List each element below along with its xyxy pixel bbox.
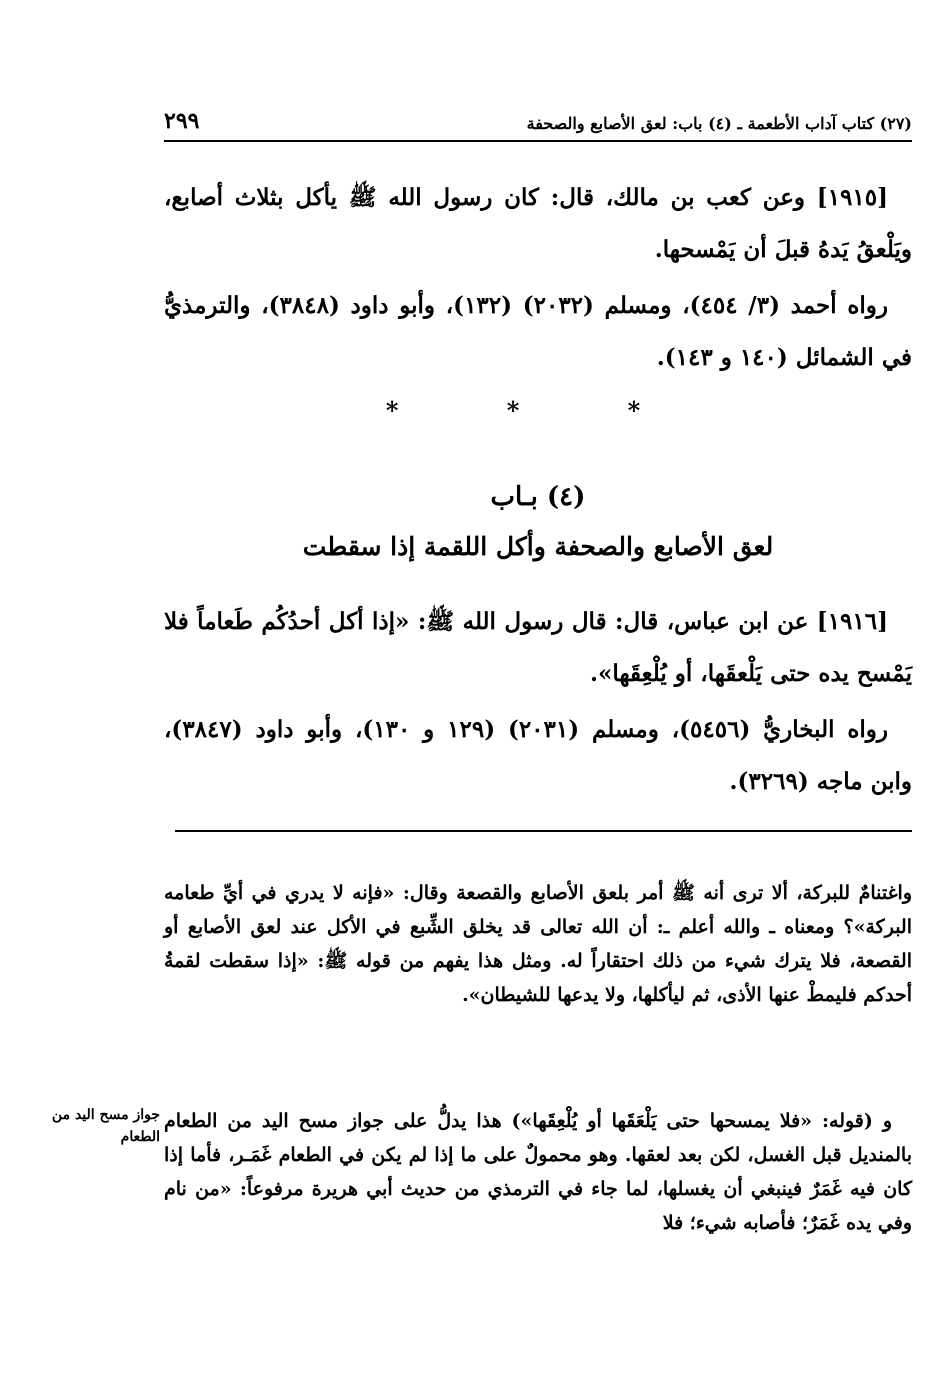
- commentary-paragraph-1: واغتنامٌ للبركة، ألا ترى أنه ﷺ أمر بلعق الأصابع والقصعة وقال: «فإنه لا يدري في أيِّ طعامه البركة»؟ ومعناه ـ والله أعلم ـ: أن الله تعالى قد يخلق الشِّبع في الأكل عند لعق الأصابع أو القصعة، فلا يترك شيء من ذلك احتقاراً له. ومثل هذا يفهم من قوله ﷺ: «إذا سقطت لقمةُ أحدكم فليمطْ عنها الأذى، ثم ليأكلها، ولا يدعها للشيطان».: [164, 882, 912, 1006]
- hadith-1915-text: [١٩١٥] وعن كعب بن مالك، قال: كان رسول الله ﷺ يأكل بثلاث أصابع، ويَلْعقُ يَدهُ قبلَ أن يَمْسحها.: [164, 184, 912, 263]
- footnote-divider: [175, 830, 912, 832]
- hadith-1915-takhrij: رواه أحمد (٣/ ٤٥٤)، ومسلم (٢٠٣٢) (١٣٢)، وأبو داود (٣٨٤٨)، والترمذيُّ في الشمائل (١٤٠ و ١٤٣).: [164, 292, 912, 371]
- margin-note: جواز مسح اليد من الطعام: [51, 1107, 160, 1145]
- hadith-1916-text: [١٩١٦] عن ابن عباس، قال: قال رسول الله ﷺ: «إذا أكل أحدُكُم طَعاماً فلا يَمْسح يده حتى يَلْعقَها، أو يُلْعِقَها».: [164, 608, 912, 687]
- section-separator: * * *: [385, 396, 691, 425]
- chapter-title: لعق الأصابع والصحفة وأكل اللقمة إذا سقطت: [302, 532, 774, 561]
- chapter-number: (٤) بـاب: [490, 482, 586, 512]
- page-number: ٢٩٩: [164, 108, 200, 134]
- page-header: [164, 106, 912, 142]
- hadith-1916-takhrij: رواه البخاريُّ (٥٤٥٦)، ومسلم (٢٠٣١) (١٢٩ و ١٣٠)، وأبو داود (٣٨٤٧)، وابن ماجه (٣٢٦٩).: [164, 716, 912, 795]
- running-title: (٢٧) كتاب آداب الأطعمة ـ (٤) باب: لعق الأصابع والصحفة: [526, 114, 912, 133]
- commentary-paragraph-2: و (قوله: «فلا يمسحها حتى يَلْعَقَها أو يُلْعِقَها») هذا يدلُّ على جواز مسح اليد من الطعام بالمنديل قبل الغسل، لكن بعد لعقها. وهو محمولٌ على ما إذا لم يكن في الطعام غَمَـر، فأما إذا كان فيه غَمَرٌ فينبغي أن يغسلها، لما جاء في الترمذي من حديث أبي هريرة مرفوعاً: «من نام وفي يده غَمَرٌ؛ فأصابه شيء؛ فلا: [164, 1110, 912, 1234]
